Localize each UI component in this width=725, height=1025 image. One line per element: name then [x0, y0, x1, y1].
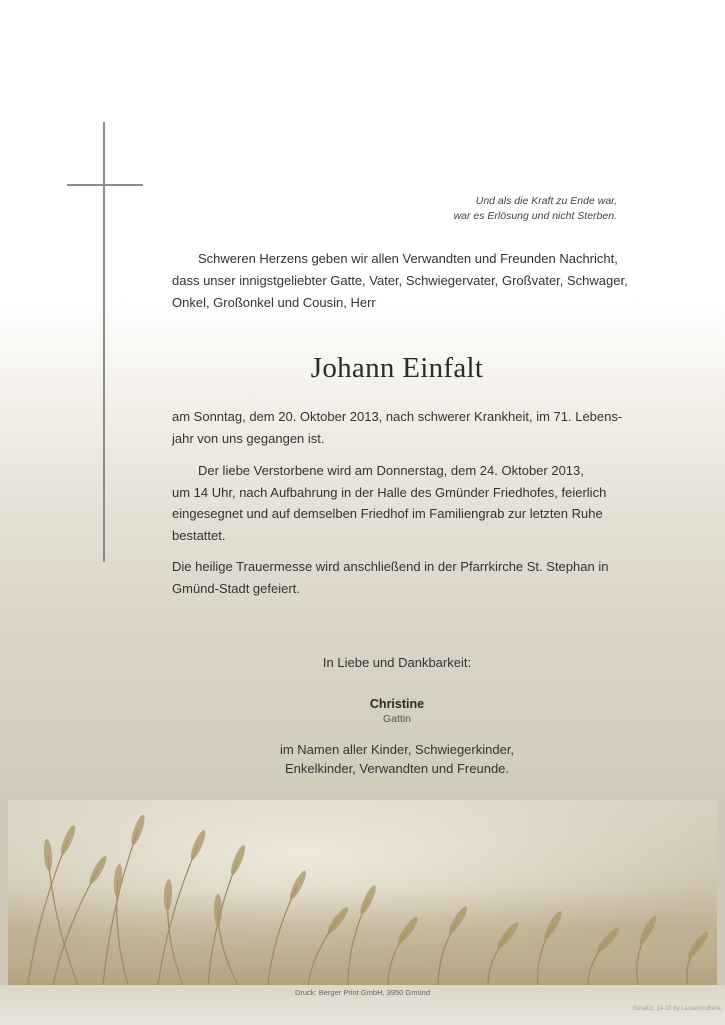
corner-mark: Gesetzl. 14-10 by LasseVonBeck — [632, 1006, 721, 1012]
wheat-field-image — [8, 800, 717, 985]
motto-quote — [317, 194, 617, 224]
paragraph-line: am Sonntag, dem 20. Oktober 2013, nach schwerer Krankheit, im 71. Lebens- — [172, 409, 623, 424]
paragraph-mass — [172, 556, 622, 599]
wheat-field-icon — [8, 800, 717, 985]
paragraph-funeral — [172, 460, 622, 546]
signatory-role: Gattin — [382, 713, 411, 725]
paragraph-line: jahr von uns gegangen ist. — [172, 430, 325, 446]
announcement-intro — [172, 248, 628, 314]
paragraph-death-notice — [172, 406, 622, 449]
paragraph-line: Die heilige Trauermesse wird anschließend in der Pfarrkirche St. Stephan in — [172, 559, 609, 574]
motto-line: Und als die Kraft zu Ende war, — [475, 195, 617, 207]
paragraph-line: bestattet. — [172, 527, 226, 543]
motto-line: war es Erlösung und nicht Sterben. — [453, 210, 617, 222]
intro-line: Schweren Herzens geben wir allen Verwandten und Freunden Nachricht, — [198, 251, 618, 266]
signatory-name: Christine — [369, 697, 425, 711]
cross-icon-bar — [67, 184, 143, 186]
cross-icon — [103, 122, 105, 562]
paragraph-line: Gmünd-Stadt gefeiert. — [172, 580, 300, 596]
printer-credit: Druck: Berger Print GmbH, 3950 Gmünd — [294, 988, 431, 997]
deceased-name: Johann Einfalt — [310, 352, 484, 384]
family-line: Enkelkinder, Verwandten und Freunde. — [284, 761, 510, 776]
closing-phrase: In Liebe und Dankbarkeit: — [322, 655, 472, 670]
paragraph-line: eingesegnet und auf demselben Friedhof im Familiengrab zur letzten Ruhe — [172, 506, 603, 521]
paragraph-line: um 14 Uhr, nach Aufbahrung in der Halle des Gmünder Friedhofes, feierlich — [172, 484, 607, 500]
paragraph-line: Der liebe Verstorbene wird am Donnerstag, dem 24. Oktober 2013, — [198, 463, 584, 478]
intro-line: dass unser innigstgeliebter Gatte, Vater, Schwiegervater, Großvater, Schwager, — [172, 273, 628, 288]
wheat-ear — [214, 894, 222, 926]
intro-line: Onkel, Großonkel und Cousin, Herr — [172, 295, 376, 310]
family-mention — [172, 740, 622, 778]
family-line: im Namen aller Kinder, Schwiegerkinder, — [279, 742, 515, 757]
